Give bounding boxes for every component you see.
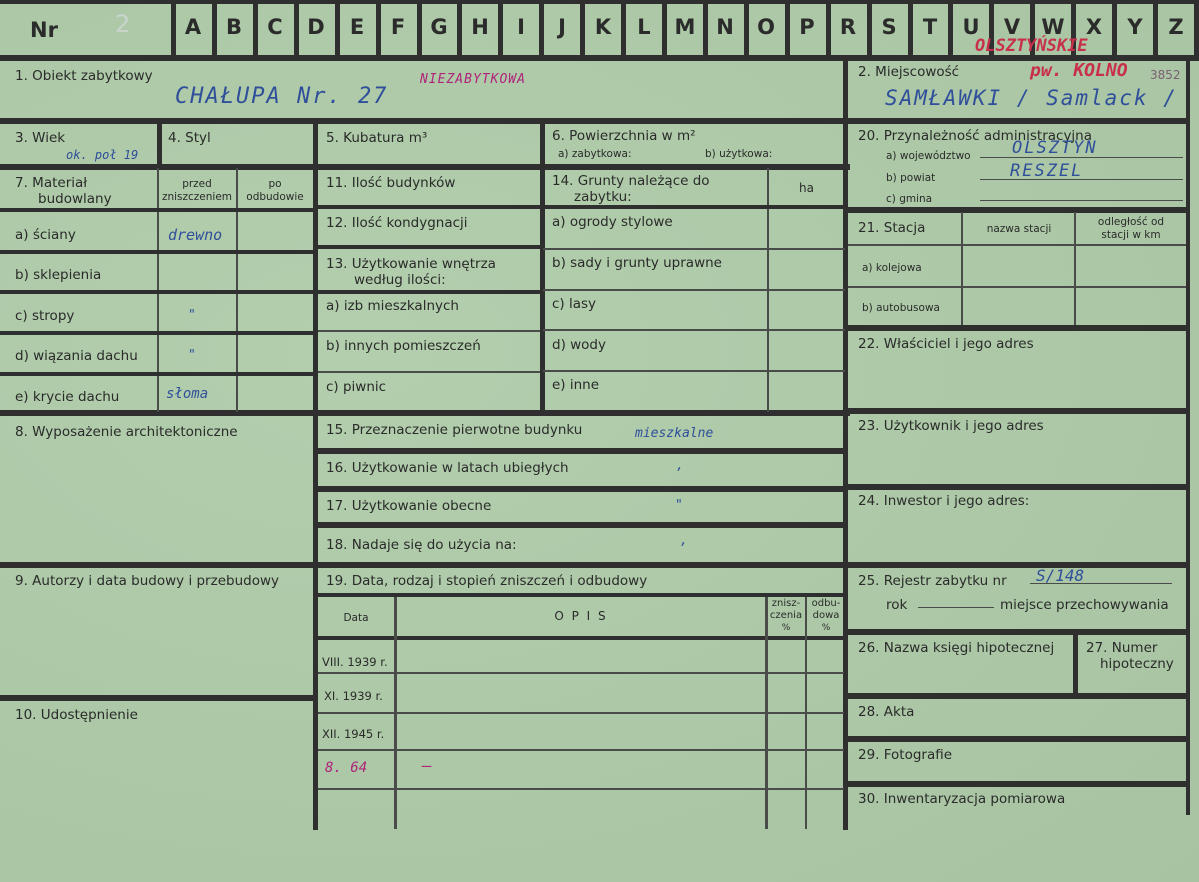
s14-row-line-4 [543, 370, 845, 372]
s23-top-line [846, 408, 1190, 414]
hw-stropy: " [188, 308, 196, 323]
s28-top-line [846, 693, 1190, 699]
field-13-label-2: według ilości: [354, 272, 446, 288]
s14-row-line-2 [543, 289, 845, 291]
row8-bottom-line [0, 562, 850, 568]
index-letter-u: U [962, 15, 980, 39]
autobusowa-label: b) autobusowa [862, 302, 940, 314]
field-21-label: 21. Stacja [858, 220, 926, 236]
field-7-label: 7. Materiał [15, 175, 88, 191]
s14-row-line-1 [543, 248, 845, 250]
s25-top-line [846, 562, 1190, 568]
index-letter-e: E [349, 15, 365, 39]
s26-top-line [846, 629, 1190, 635]
left-divider [313, 118, 318, 830]
s12-line [316, 245, 542, 249]
hw-niezabytkowa: NIEZABYTKOWA [420, 72, 526, 87]
index-letter-c: C [267, 15, 283, 39]
index-letter-t: T [922, 15, 938, 39]
s13-row-line-1 [318, 330, 540, 332]
hw-miejscowosc: SAMŁAWKI / Samlack / [885, 86, 1178, 110]
field-27-label-2: hipoteczny [1100, 656, 1174, 672]
index-letter-k: K [594, 15, 612, 39]
index-letter-w: W [1041, 15, 1065, 39]
innych-label: b) innych pomieszczeń [326, 338, 481, 354]
nr-label: Nr [30, 18, 58, 42]
s17-line [316, 522, 846, 528]
rok-label: rok [886, 597, 908, 613]
field-11-label: 11. Ilość budynków [326, 175, 456, 191]
s15-line [316, 448, 846, 454]
hw-obiekt: CHAŁUPA Nr. 27 [175, 84, 389, 109]
field-1-label: 1. Obiekt zabytkowy [15, 68, 153, 84]
s21-head-line [848, 244, 1186, 246]
przed-label: przed [182, 178, 212, 190]
index-letter-g: G [430, 15, 448, 39]
index-letter-i: I [517, 15, 525, 39]
index-letter-f: F [390, 15, 406, 39]
hw-przeznaczenie: mieszkalne [635, 426, 714, 441]
row7-bottom-line [0, 410, 850, 416]
inne-label: e) inne [552, 377, 600, 393]
odleglosc-label-2: stacji w km [1101, 229, 1161, 241]
piwnic-label: c) piwnic [326, 379, 387, 395]
znisz-label-1: znisz- [771, 598, 801, 609]
field-22-label: 22. Właściciel i jego adres [858, 336, 1034, 352]
field-24-label: 24. Inwestor i jego adres: [858, 493, 1030, 509]
odbu-label-1: odbu- [811, 598, 841, 609]
sciany-label: a) ściany [15, 227, 76, 243]
lasy-label: c) lasy [552, 296, 597, 312]
field-10-label: 10. Udostępnienie [15, 707, 138, 723]
nazwa-stacji-label: nazwa stacji [986, 223, 1052, 235]
powiat-label: b) powiat [886, 172, 936, 184]
s21-top-line [846, 207, 1190, 213]
s30-top-line [846, 781, 1190, 787]
hw-date-entry: 8. 64 [325, 760, 368, 776]
field-23-label: 23. Użytkownik i jego adres [858, 418, 1044, 434]
index-letter-n: N [716, 15, 734, 39]
s16-line [316, 486, 846, 492]
index-letter-o: O [757, 15, 775, 39]
hw-wiazania: " [188, 348, 196, 363]
opis-col-label: O P I S [554, 609, 608, 623]
mat-row-line-4 [0, 372, 316, 376]
field-12-label: 12. Ilość kondygnacji [326, 215, 468, 231]
field-20-label: 20. Przynależność administracyjna [858, 128, 1093, 144]
sady-label: b) sady i grunty uprawne [552, 255, 722, 271]
wody-label: d) wody [552, 337, 606, 353]
field-30-label: 30. Inwentaryzacja pomiarowa [858, 791, 1066, 807]
s21-row-line [848, 286, 1186, 288]
stropy-label: c) stropy [15, 308, 75, 324]
field-8-label: 8. Wyposażenie architektoniczne [15, 424, 238, 440]
hw-rejestr: S/148 [1036, 566, 1085, 585]
odbu-pct: % [821, 623, 831, 633]
s19-col-data [394, 597, 397, 829]
hw-nadaje: , [680, 533, 688, 548]
index-letter-z: Z [1168, 15, 1184, 39]
odleglosc-label-1: odległość od [1097, 216, 1165, 228]
s14-row-line-3 [543, 329, 845, 331]
gmina-line [980, 200, 1183, 201]
field-7-label-2: budowlany [38, 191, 112, 207]
hw-dash: — [422, 756, 432, 775]
index-letter-b: B [225, 15, 242, 39]
field-3-label: 3. Wiek [15, 130, 66, 146]
s13-head-line [316, 290, 542, 294]
rok-line [918, 607, 994, 608]
index-letter-r: R [839, 15, 857, 39]
date-row-1: VIII. 1939 r. [322, 655, 388, 669]
field-17-label: 17. Użytkowanie obecne [326, 498, 492, 514]
index-letter-m: M [674, 15, 696, 39]
zniszczeniem-label: zniszczeniem [161, 191, 233, 203]
kolejowa-label: a) kolejowa [862, 262, 922, 274]
woj-label: a) województwo [886, 150, 971, 162]
field-28-label: 28. Akta [858, 704, 915, 720]
field-16-label: 16. Użytkowanie w latach ubiegłych [326, 460, 569, 476]
hw-wiek: ok. poł 19 [66, 148, 139, 162]
s26-27-divider [1073, 629, 1078, 696]
field-13-label: 13. Użytkowanie wnętrza [326, 256, 496, 272]
hw-powiat: RESZEL [1010, 161, 1084, 181]
index-letter-x: X [1085, 15, 1103, 39]
odbudowie-label: odbudowie [246, 191, 304, 203]
hw-uz-obecne: " [675, 498, 683, 513]
row3-line [0, 164, 850, 170]
s13-row-line-2 [318, 371, 540, 373]
ogrody-label: a) ogrody stylowe [552, 214, 673, 230]
mat-row-line-1 [0, 250, 316, 254]
date-row-3: XII. 1945 r. [322, 727, 385, 741]
field-15-label: 15. Przeznaczenie pierwotne budynku [326, 422, 583, 438]
znisz-label-2: czenia [769, 610, 803, 621]
wiazania-label: d) wiązania dachu [15, 348, 138, 364]
index-letter-y: Y [1127, 15, 1143, 39]
hw-sciany: drewno [168, 226, 223, 244]
field-5-label: 5. Kubatura m³ [326, 130, 428, 146]
index-letter-a: A [184, 15, 202, 39]
miejsce-label: miejsce przechowywania [1000, 597, 1169, 613]
index-letter-l: L [637, 15, 651, 39]
field-18-label: 18. Nadaje się do użycia na: [326, 537, 517, 553]
mat-row-line-3 [0, 331, 316, 335]
hw-krycie: słoma [166, 386, 209, 402]
mat-head-line [0, 208, 316, 212]
s22-top-line [846, 325, 1190, 331]
field-6-label: 6. Powierzchnia w m² [552, 128, 696, 144]
krycie-label: e) krycie dachu [15, 389, 120, 405]
ha-label: ha [799, 181, 814, 195]
field-4-label: 4. Styl [168, 130, 211, 146]
gmina-label: c) gmina [886, 193, 933, 205]
date-row-2: XI. 1939 r. [324, 689, 383, 703]
field-6b-label: b) użytkowa: [705, 148, 773, 160]
stamp-number: 3852 [1150, 68, 1181, 82]
field-14-label-2: zabytku: [574, 189, 632, 205]
field-14-label: 14. Grunty należące do [552, 173, 710, 189]
wiek-styl-divider [157, 118, 162, 166]
index-letter-j: J [558, 15, 566, 39]
field-26-label: 26. Nazwa księgi hipotecznej [858, 640, 1055, 656]
field-6a-label: a) zabytkowa: [558, 148, 632, 160]
s24-top-line [846, 484, 1190, 490]
s21-col-2 [1074, 212, 1076, 326]
izb-label: a) izb mieszkalnych [326, 298, 459, 314]
stamp-olsztynskie: OLSZTYŃSKIE [975, 36, 1088, 56]
odbu-label-2: dowa [812, 610, 840, 621]
data-col-label: Data [343, 612, 369, 624]
sklepienia-label: b) sklepienia [15, 267, 102, 283]
field-9-label: 9. Autorzy i data budowy i przebudowy [15, 573, 279, 589]
index-letter-d: D [307, 15, 325, 39]
row1-line [0, 118, 1190, 124]
index-letter-p: P [799, 15, 815, 39]
field-25-label: 25. Rejestr zabytku nr [858, 573, 1007, 589]
hw-wojewodztwo: OLSZTYN [1012, 138, 1098, 158]
s29-top-line [846, 736, 1190, 742]
stamp-kolno: pw. KOLNO [1030, 60, 1128, 81]
hw-uz-ubiegle: , [676, 458, 684, 473]
field-29-label: 29. Fotografie [858, 747, 953, 763]
right-edge [1186, 55, 1190, 815]
index-letter-v: V [1003, 15, 1021, 39]
field-2-label: 2. Miejscowość [858, 64, 960, 80]
row9-bottom-line [0, 695, 316, 701]
index-letter-s: S [881, 15, 897, 39]
field-27-label: 27. Numer [1086, 640, 1158, 656]
index-letter-h: H [471, 15, 489, 39]
top-border [0, 0, 1199, 4]
nr-value: 2 [115, 10, 131, 38]
mat-row-line-2 [0, 290, 316, 294]
s11-line [316, 205, 542, 209]
s21-col-1 [961, 212, 963, 326]
field-19-label: 19. Data, rodzaj i stopień zniszczeń i odbudowy [326, 573, 648, 589]
znisz-pct: % [781, 623, 791, 633]
po-label: po [268, 178, 282, 190]
